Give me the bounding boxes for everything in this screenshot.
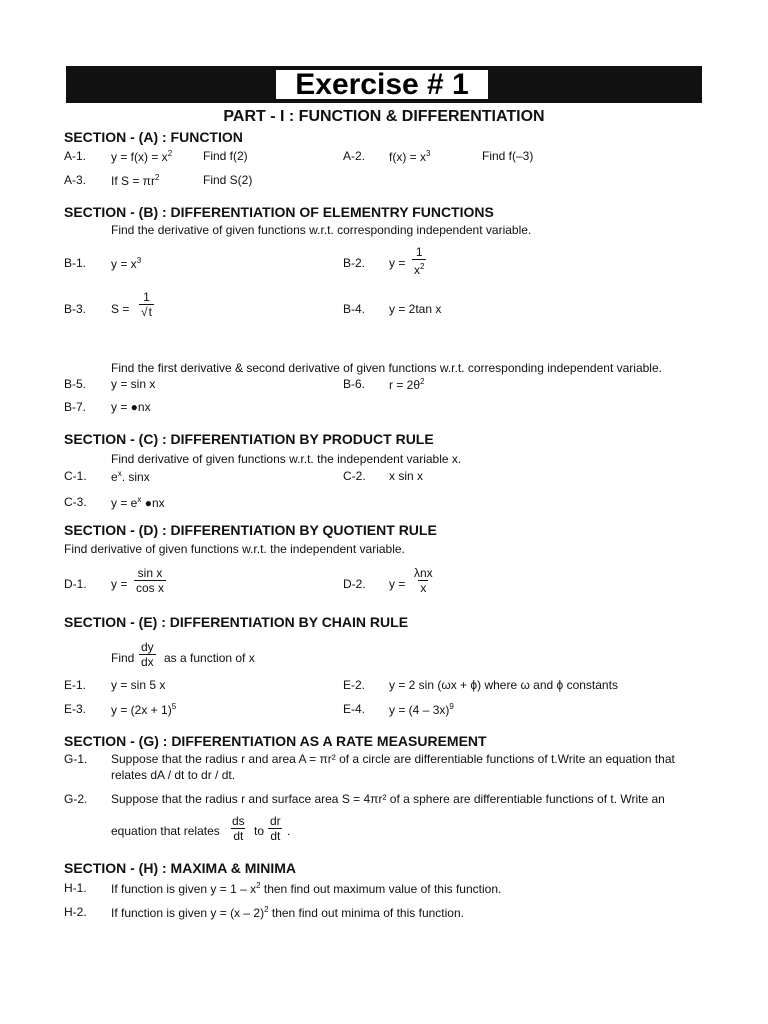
b2-lhs: y = [389, 256, 406, 270]
e4-label: E-4. [343, 702, 366, 716]
section-d-title: SECTION - (D) : DIFFERENTIATION BY QUOTIENT RULE [64, 522, 437, 538]
d1-denominator: cos x [136, 581, 165, 595]
h1-text: If function is given $y = 1 - x^2$ then find out maximum value of this function. [111, 881, 502, 896]
g2-period: . [287, 824, 291, 838]
d2-numerator: λnx [414, 566, 433, 580]
section-b-intro-2: Find the first derivative & second derivative of given functions w.r.t. corresponding independent variable. [111, 361, 662, 375]
g2-fraction-dr-dt [268, 814, 283, 843]
section-e-find: Find [111, 651, 135, 665]
c1-label: C-1. [64, 469, 87, 483]
section-c-intro: Find derivative of given functions w.r.t. the independent variable x. [111, 452, 462, 466]
e-intro-denominator: dx [141, 655, 154, 669]
b3-label: B-3. [64, 302, 87, 316]
a3-label: A-3. [64, 173, 87, 187]
section-h-title: SECTION - (H) : MAXIMA & MINIMA [64, 860, 297, 876]
a1-expr: $y = f(x) = x^2$ [111, 149, 173, 164]
d2-label: D-2. [343, 577, 366, 591]
a1-task: Find f(2) [203, 149, 248, 163]
d2-denominator: x [420, 581, 427, 595]
section-b-title: SECTION - (B) : DIFFERENTIATION OF ELEMENTRY FUNCTIONS [64, 204, 494, 220]
g1-line1: Suppose that the radius r and area A = πr² of a circle are differentiable functions of t.Write an equation that [111, 752, 675, 766]
e3-label: E-3. [64, 702, 87, 716]
c1-expr: $e^x$. sinx [111, 469, 150, 484]
c2-label: C-2. [343, 469, 366, 483]
c2-expr: x sin x [389, 469, 424, 483]
d2-fraction [412, 566, 435, 595]
e2-label: E-2. [343, 678, 366, 692]
g2-to: to [254, 824, 265, 838]
section-c-title: SECTION - (C) : DIFFERENTIATION BY PRODUCT RULE [64, 431, 434, 447]
a2-label: A-2. [343, 149, 366, 163]
section-a-title: SECTION - (A) : FUNCTION [64, 129, 243, 145]
e1-expr: y = sin 5 x [111, 678, 166, 692]
h2-text: If function is given y = (x – 2)$^2$ then find out minima of this function. [111, 905, 464, 920]
c3-expr: $y = e^x$ ●nx [111, 495, 165, 510]
b6-expr: $r = 2\theta^2$ [389, 377, 425, 392]
g2-line1: Suppose that the radius r and surface area S = 4πr² of a sphere are differentiable functions of t. Write an [111, 792, 665, 806]
b2-denominator: $x^2$ [412, 259, 426, 277]
b3-fraction [139, 290, 154, 319]
d1-lhs: y = [111, 577, 128, 591]
a1-label: A-1. [64, 149, 87, 163]
page-title: Exercise # 1 [295, 68, 469, 101]
d1-fraction [134, 566, 166, 595]
b6-label: B-6. [343, 377, 366, 391]
a3-task: Find S(2) [203, 173, 253, 187]
g2-numerator-2: dr [270, 814, 281, 828]
section-g-title: SECTION - (G) : DIFFERENTIATION AS A RATE MEASUREMENT [64, 733, 487, 749]
e-intro-fraction [139, 640, 156, 669]
b4-expr: y = 2tan x [389, 302, 442, 316]
section-e-rest: as a function of x [164, 651, 255, 665]
b3-numerator: 1 [143, 290, 150, 304]
h2-label: H-2. [64, 905, 87, 919]
g2-fraction-ds-dt [230, 814, 247, 843]
a3-expr: If $S = \pi r^2$ [111, 173, 160, 188]
c3-label: C-3. [64, 495, 87, 509]
b7-label: B-7. [64, 400, 87, 414]
a2-task: Find f(–3) [482, 149, 534, 163]
b3-lhs: S = [111, 302, 130, 316]
a2-expr: $f(x) = x^3$ [389, 149, 431, 164]
g2-denominator-2: dt [270, 829, 281, 843]
e2-expr: y = 2 sin (ωx + ϕ) where ω and ϕ constants [389, 678, 618, 692]
b2-fraction [412, 245, 426, 277]
b4-label: B-4. [343, 302, 366, 316]
d1-label: D-1. [64, 577, 87, 591]
e1-label: E-1. [64, 678, 87, 692]
section-d-intro: Find derivative of given functions w.r.t. the independent variable. [64, 542, 405, 556]
g1-line2: relates dA / dt to dr / dt. [111, 768, 236, 782]
g2-numerator-1: ds [232, 814, 245, 828]
e3-expr: $y = (2x + 1)^5$ [111, 702, 177, 717]
d1-numerator: sin x [137, 566, 163, 580]
g2-denominator-1: dt [233, 829, 244, 843]
b1-label: B-1. [64, 256, 87, 270]
g2-line2: equation that relates [111, 824, 220, 838]
part-heading: PART - I : FUNCTION & DIFFERENTIATION [223, 108, 545, 125]
e4-expr: y = (4 – 3x)$^9$ [389, 702, 454, 717]
b5-expr: y = sin x [111, 377, 156, 391]
b2-label: B-2. [343, 256, 366, 270]
g1-label: G-1. [64, 752, 88, 766]
section-e-title: SECTION - (E) : DIFFERENTIATION BY CHAIN RULE [64, 614, 409, 630]
h1-label: H-1. [64, 881, 87, 895]
g2-label: G-2. [64, 792, 88, 806]
section-b-intro: Find the derivative of given functions w.r.t. corresponding independent variable. [111, 223, 532, 237]
b5-label: B-5. [64, 377, 87, 391]
b1-expr: $y = x^3$ [111, 256, 142, 271]
b2-numerator: 1 [415, 245, 423, 259]
e-intro-numerator: dy [141, 640, 154, 654]
b7-expr: y = ●nx [111, 400, 151, 414]
d2-lhs: y = [389, 577, 406, 591]
b3-denominator: √t [141, 305, 152, 319]
